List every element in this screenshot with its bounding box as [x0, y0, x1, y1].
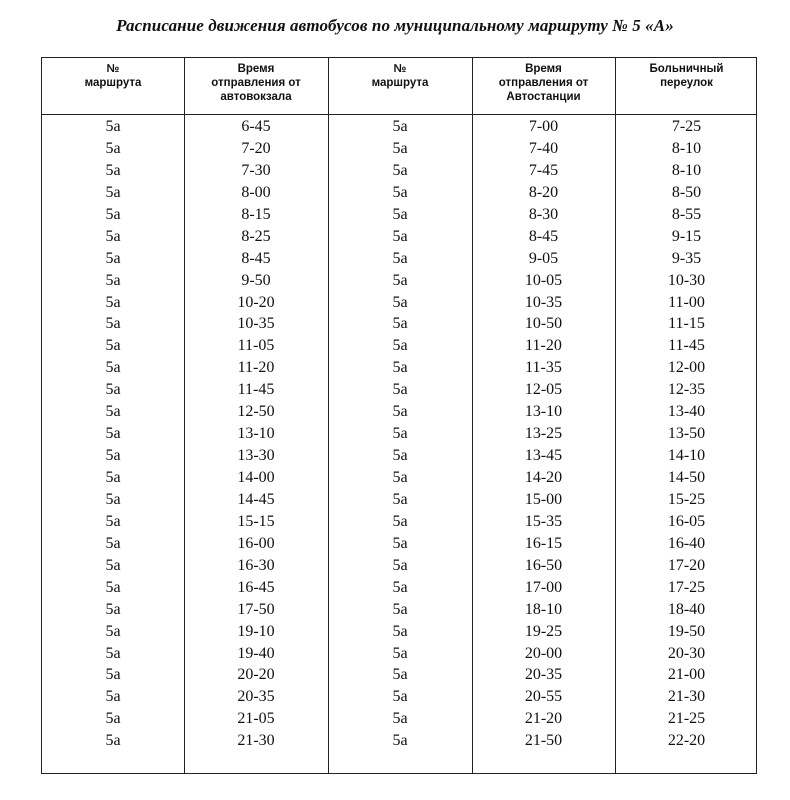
route-number-cell: 5а	[392, 666, 408, 684]
route-number-cell: 5а	[392, 644, 408, 662]
table-row	[42, 379, 758, 401]
route-number-cell: 5а	[105, 512, 121, 530]
route-number-cell: 5а	[392, 556, 408, 574]
table-row	[42, 335, 758, 357]
table-row	[42, 182, 758, 204]
station-departure-cell: 12-05	[524, 381, 563, 399]
terminal-departure-cell: 16-00	[237, 534, 275, 552]
terminal-departure-cell: 11-45	[237, 381, 275, 399]
route-number-cell: 5а	[105, 337, 121, 355]
document-title: Расписание движения автобусов по муниципальному маршруту № 5 «А»	[116, 16, 674, 35]
terminal-departure-cell: 16-45	[237, 578, 275, 596]
hospital-lane-cell: 13-50	[667, 425, 706, 443]
route-number-cell: 5а	[105, 359, 121, 377]
terminal-departure-cell: 14-45	[237, 490, 275, 508]
table-row	[42, 357, 758, 379]
hospital-lane-cell: 20-30	[667, 644, 706, 662]
terminal-departure-cell: 16-30	[237, 556, 275, 574]
station-departure-cell: 8-20	[528, 183, 559, 201]
terminal-departure-cell: 9-50	[241, 271, 271, 289]
table-row	[42, 248, 758, 270]
station-departure-cell: 10-50	[524, 315, 563, 333]
header-hospital-lane: Больничный переулок	[649, 63, 724, 89]
route-number-cell: 5а	[392, 534, 408, 552]
station-departure-cell: 17-00	[524, 578, 563, 596]
terminal-departure-cell: 10-20	[237, 293, 275, 311]
table-row	[42, 423, 758, 445]
station-departure-cell: 16-50	[524, 556, 563, 574]
route-number-cell: 5а	[105, 666, 121, 684]
terminal-departure-cell: 19-10	[237, 622, 275, 640]
route-number-cell: 5а	[392, 447, 408, 465]
station-departure-cell: 7-45	[528, 161, 559, 179]
table-row	[42, 621, 758, 643]
hospital-lane-cell: 12-00	[667, 359, 706, 377]
route-number-cell: 5а	[392, 732, 408, 750]
route-number-cell: 5а	[392, 403, 408, 421]
hospital-lane-cell: 21-25	[667, 710, 706, 728]
route-number-cell: 5а	[105, 688, 121, 706]
route-number-cell: 5а	[105, 578, 121, 596]
hospital-lane-cell: 8-10	[671, 161, 702, 179]
route-number-cell: 5а	[392, 622, 408, 640]
route-number-cell: 5а	[105, 183, 121, 201]
hospital-lane-cell: 22-20	[667, 732, 706, 750]
terminal-departure-cell: 13-10	[237, 425, 275, 443]
route-number-cell: 5а	[105, 425, 121, 443]
table-row	[42, 138, 758, 160]
hospital-lane-cell: 21-30	[667, 688, 706, 706]
table-row	[42, 643, 758, 665]
station-departure-cell: 20-00	[524, 644, 563, 662]
route-number-cell: 5а	[105, 227, 121, 245]
table-row	[42, 555, 758, 577]
table-row	[42, 401, 758, 423]
station-departure-cell: 13-10	[524, 403, 563, 421]
hospital-lane-cell: 18-40	[667, 600, 706, 618]
route-number-cell: 5а	[105, 139, 121, 157]
station-departure-cell: 13-45	[524, 447, 563, 465]
schedule-table	[41, 57, 757, 774]
hospital-lane-cell: 8-50	[671, 183, 702, 201]
route-number-cell: 5а	[105, 600, 121, 618]
terminal-departure-cell: 6-45	[241, 118, 271, 135]
hospital-lane-cell: 11-00	[668, 293, 705, 311]
hospital-lane-cell: 9-35	[671, 249, 702, 267]
route-number-cell: 5а	[105, 249, 121, 267]
route-number-cell: 5а	[392, 359, 408, 377]
station-departure-cell: 9-05	[528, 249, 559, 267]
terminal-departure-cell: 13-30	[237, 447, 275, 465]
terminal-departure-cell: 11-05	[237, 337, 275, 355]
table-row	[42, 577, 758, 599]
hospital-lane-cell: 19-50	[667, 622, 706, 640]
table-body	[42, 116, 758, 752]
hospital-lane-cell: 8-55	[671, 205, 702, 223]
route-number-cell: 5а	[392, 688, 408, 706]
station-departure-cell: 20-35	[524, 666, 563, 684]
table-row	[42, 313, 758, 335]
route-number-cell: 5а	[392, 183, 408, 201]
route-number-cell: 5а	[105, 403, 121, 421]
route-number-cell: 5а	[392, 227, 408, 245]
header-departure-bus-station: Время отправления от Автостанции	[498, 63, 589, 103]
header-departure-bus-terminal: Время отправления от автовокзала	[211, 63, 301, 103]
hospital-lane-cell: 17-20	[667, 556, 706, 574]
route-number-cell: 5а	[392, 469, 408, 486]
route-number-cell: 5а	[392, 381, 408, 399]
table-row	[42, 116, 758, 138]
station-departure-cell: 19-25	[524, 622, 563, 640]
table-row	[42, 204, 758, 226]
table-row	[42, 467, 758, 489]
table-row	[42, 664, 758, 686]
hospital-lane-cell: 7-25	[671, 118, 702, 135]
route-number-cell: 5а	[392, 710, 408, 728]
route-number-cell: 5а	[105, 710, 121, 728]
table-row	[42, 686, 758, 708]
hospital-lane-cell: 21-00	[667, 666, 706, 684]
route-number-cell: 5а	[392, 600, 408, 618]
station-departure-cell: 8-30	[528, 205, 559, 223]
station-departure-cell: 10-35	[524, 293, 563, 311]
table-row	[42, 270, 758, 292]
station-departure-cell: 21-50	[524, 732, 563, 750]
hospital-lane-cell: 17-25	[667, 578, 706, 596]
route-number-cell: 5а	[105, 381, 121, 399]
route-number-cell: 5а	[105, 644, 121, 662]
terminal-departure-cell: 8-25	[241, 227, 271, 245]
route-number-cell: 5а	[105, 490, 121, 508]
route-number-cell: 5а	[392, 315, 408, 333]
hospital-lane-cell: 14-10	[667, 447, 706, 465]
station-departure-cell: 15-00	[524, 490, 563, 508]
header-route-number-2: № маршрута	[371, 63, 429, 89]
route-number-cell: 5а	[105, 205, 121, 223]
hospital-lane-cell: 11-15	[668, 315, 705, 333]
route-number-cell: 5а	[392, 249, 408, 267]
terminal-departure-cell: 20-35	[237, 688, 275, 706]
route-number-cell: 5а	[105, 622, 121, 640]
route-number-cell: 5а	[392, 205, 408, 223]
table-row	[42, 599, 758, 621]
header-route-number: № маршрута	[84, 63, 142, 89]
route-number-cell: 5а	[105, 447, 121, 465]
table-row	[42, 708, 758, 730]
terminal-departure-cell: 11-20	[237, 359, 275, 377]
hospital-lane-cell: 8-10	[671, 139, 702, 157]
station-departure-cell: 20-55	[524, 688, 563, 706]
station-departure-cell: 10-05	[524, 271, 563, 289]
route-number-cell: 5а	[392, 512, 408, 530]
station-departure-cell: 7-40	[528, 139, 559, 157]
route-number-cell: 5а	[392, 490, 408, 508]
station-departure-cell: 8-45	[528, 227, 559, 245]
route-number-cell: 5а	[392, 337, 408, 355]
terminal-departure-cell: 21-30	[237, 732, 275, 750]
route-number-cell: 5а	[392, 161, 408, 179]
table-row	[42, 226, 758, 248]
route-number-cell: 5а	[105, 271, 121, 289]
terminal-departure-cell: 20-20	[237, 666, 275, 684]
route-number-cell: 5а	[392, 139, 408, 157]
station-departure-cell: 21-20	[524, 710, 563, 728]
route-number-cell: 5а	[105, 118, 121, 135]
terminal-departure-cell: 17-50	[237, 600, 275, 618]
table-row	[42, 730, 758, 752]
table-header	[42, 58, 758, 114]
station-departure-cell: 7-00	[528, 118, 559, 135]
station-departure-cell: 11-20	[525, 337, 562, 355]
terminal-departure-cell: 7-20	[241, 139, 271, 157]
route-number-cell: 5а	[105, 469, 121, 486]
terminal-departure-cell: 21-05	[237, 710, 275, 728]
hospital-lane-cell: 9-15	[671, 227, 702, 245]
station-departure-cell: 13-25	[524, 425, 563, 443]
route-number-cell: 5а	[392, 578, 408, 596]
route-number-cell: 5а	[105, 534, 121, 552]
route-number-cell: 5а	[105, 293, 121, 311]
terminal-departure-cell: 7-30	[241, 161, 271, 179]
route-number-cell: 5а	[105, 161, 121, 179]
route-number-cell: 5а	[392, 425, 408, 443]
route-number-cell: 5а	[392, 293, 408, 311]
terminal-departure-cell: 10-35	[237, 315, 275, 333]
table-row	[42, 160, 758, 182]
route-number-cell: 5а	[105, 315, 121, 333]
station-departure-cell: 16-15	[524, 534, 563, 552]
hospital-lane-cell: 11-45	[668, 337, 705, 355]
route-number-cell: 5а	[105, 556, 121, 574]
route-number-cell: 5а	[105, 732, 121, 750]
station-departure-cell: 15-35	[524, 512, 563, 530]
station-departure-cell: 11-35	[525, 359, 562, 377]
terminal-departure-cell: 15-15	[237, 512, 275, 530]
terminal-departure-cell: 8-45	[241, 249, 271, 267]
hospital-lane-cell: 13-40	[667, 403, 706, 421]
terminal-departure-cell: 12-50	[237, 403, 275, 421]
terminal-departure-cell: 8-15	[241, 205, 271, 223]
hospital-lane-cell: 16-05	[667, 512, 706, 530]
table-row	[42, 511, 758, 533]
route-number-cell: 5а	[392, 118, 408, 135]
hospital-lane-cell: 14-50	[667, 469, 706, 486]
terminal-departure-cell: 8-00	[241, 183, 271, 201]
station-departure-cell: 18-10	[524, 600, 563, 618]
table-row	[42, 489, 758, 511]
hospital-lane-cell: 10-30	[667, 271, 706, 289]
hospital-lane-cell: 16-40	[667, 534, 706, 552]
table-row	[42, 445, 758, 467]
header-divider	[42, 114, 756, 115]
table-row	[42, 533, 758, 555]
station-departure-cell: 14-20	[524, 469, 563, 486]
terminal-departure-cell: 14-00	[237, 469, 275, 486]
hospital-lane-cell: 15-25	[667, 490, 706, 508]
table-row	[42, 292, 758, 314]
hospital-lane-cell: 12-35	[667, 381, 706, 399]
terminal-departure-cell: 19-40	[237, 644, 275, 662]
route-number-cell: 5а	[392, 271, 408, 289]
